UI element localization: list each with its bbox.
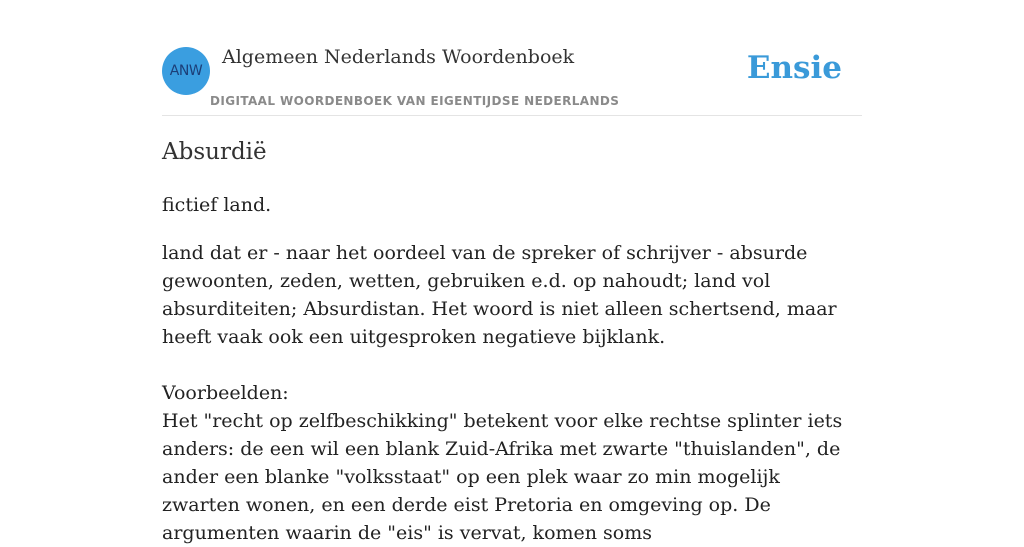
site-title[interactable]: Algemeen Nederlands Woordenboek <box>222 46 575 68</box>
anw-logo[interactable] <box>162 47 210 95</box>
entry-title: Absurdië <box>162 139 267 165</box>
short-definition: fictief land. <box>162 194 272 216</box>
definition-body <box>162 239 862 547</box>
logo-text: ANW <box>169 63 203 79</box>
ensie-brand-logo[interactable]: Ensie <box>746 50 842 86</box>
site-subtitle: DIGITAAL WOORDENBOEK VAN EIGENTIJDSE NEDERLANDS <box>210 94 620 108</box>
examples-label: Voorbeelden: <box>162 382 289 404</box>
paragraph-gap <box>162 351 862 379</box>
example-text: Het "recht op zelfbeschikking" betekent voor elke rechtse splinter iets anders: de een wil een blank Zuid-Afrika met zwarte "thuislanden", de ander een blanke "volksstaat" op een plek waar zo min mogelijk zwarten wonen, en een derde eist Pretoria en omgeving op. De argumenten waarin de "eis" is vervat, komen soms <box>162 410 843 544</box>
page <box>162 0 862 544</box>
site-header <box>162 0 862 116</box>
definition-text: land dat er - naar het oordeel van de spreker of schrijver - absurde gewoonten, zeden, wetten, gebruiken e.d. op nahoudt; land vol absurditeiten; Absurdistan. Het woord is niet alleen schertsend, maar heeft vaak ook een uitgesproken negatieve bijklank. <box>162 242 837 348</box>
